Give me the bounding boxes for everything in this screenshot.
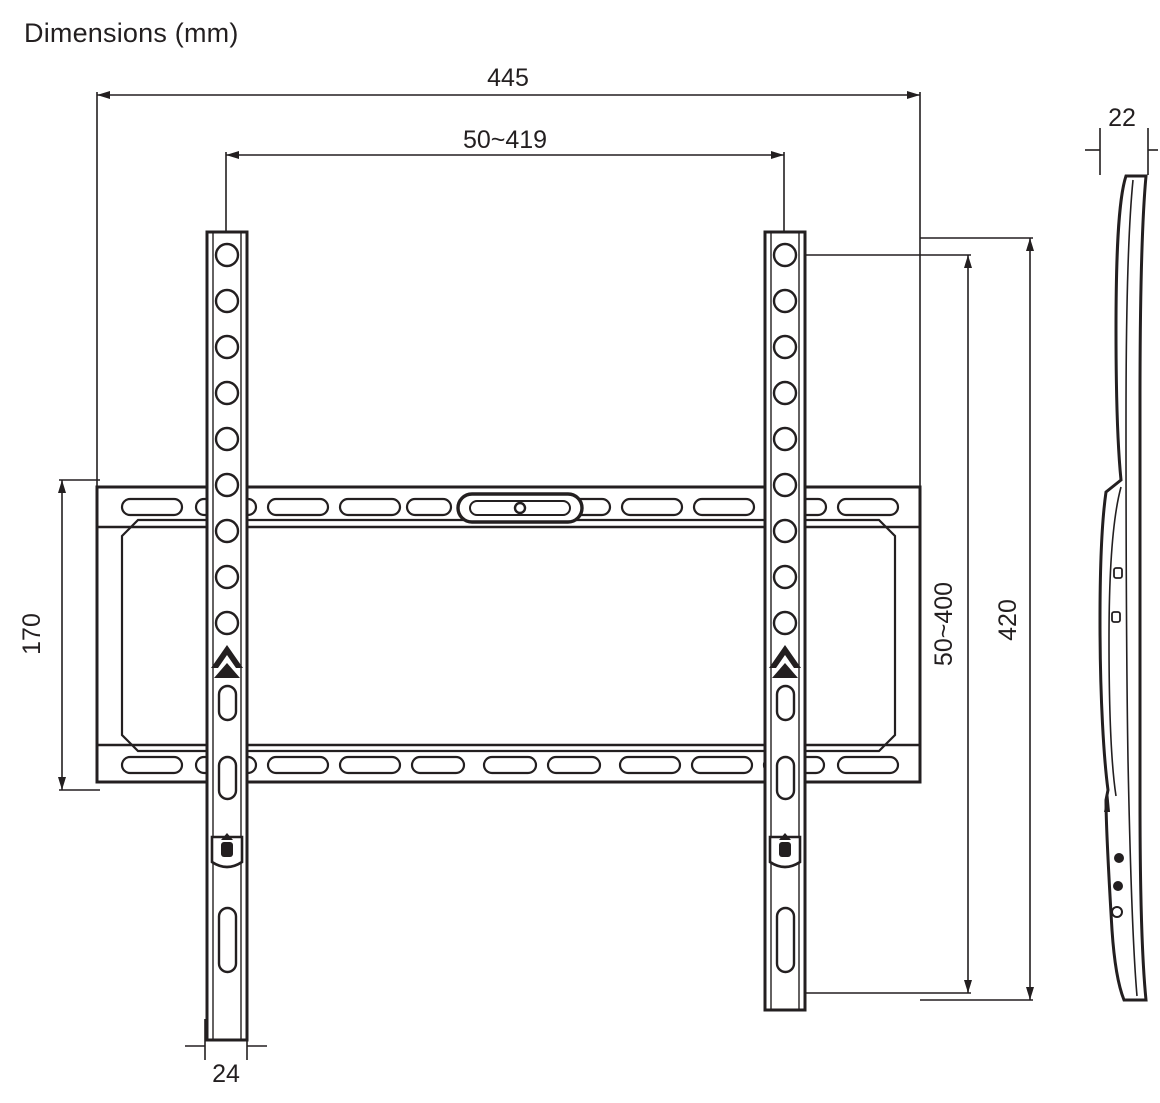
bubble-level <box>458 494 582 522</box>
rail-left-lock-tab <box>212 833 242 867</box>
side-view-hole-a <box>1114 853 1124 863</box>
rail-left-slot-mid <box>219 757 236 799</box>
rail-right-lock-tab <box>770 833 800 867</box>
side-view-hole-b <box>1113 881 1123 891</box>
rail-left-holes <box>216 244 238 634</box>
page-title: Dimensions (mm) <box>24 18 239 48</box>
side-view-slot-upper <box>1114 568 1122 578</box>
dim-label-plate-170: 170 <box>18 613 46 655</box>
side-view <box>1100 176 1146 1000</box>
front-view <box>97 232 920 1040</box>
rail-left-slot-upper <box>219 686 236 720</box>
rail-right-slot-mid <box>777 757 794 799</box>
dim-label-height-420: 420 <box>994 599 1022 641</box>
mounting-rail-right <box>765 232 805 1010</box>
rail-left-slot-lower <box>219 908 236 972</box>
dim-label-rail-24: 24 <box>212 1060 240 1088</box>
dim-label-hole-range-vertical: 50~400 <box>930 581 958 667</box>
rail-right-holes <box>774 244 796 634</box>
side-view-hole-c <box>1112 907 1122 917</box>
mounting-rail-left <box>207 232 247 1040</box>
side-view-slot-lower <box>1112 612 1120 622</box>
rail-right-slot-upper <box>777 686 794 720</box>
rail-right-slot-lower <box>777 908 794 972</box>
dim-label-width-445: 445 <box>487 64 529 92</box>
dim-label-hole-range-horizontal: 50~419 <box>462 126 548 154</box>
dim-label-depth-22: 22 <box>1108 104 1136 132</box>
